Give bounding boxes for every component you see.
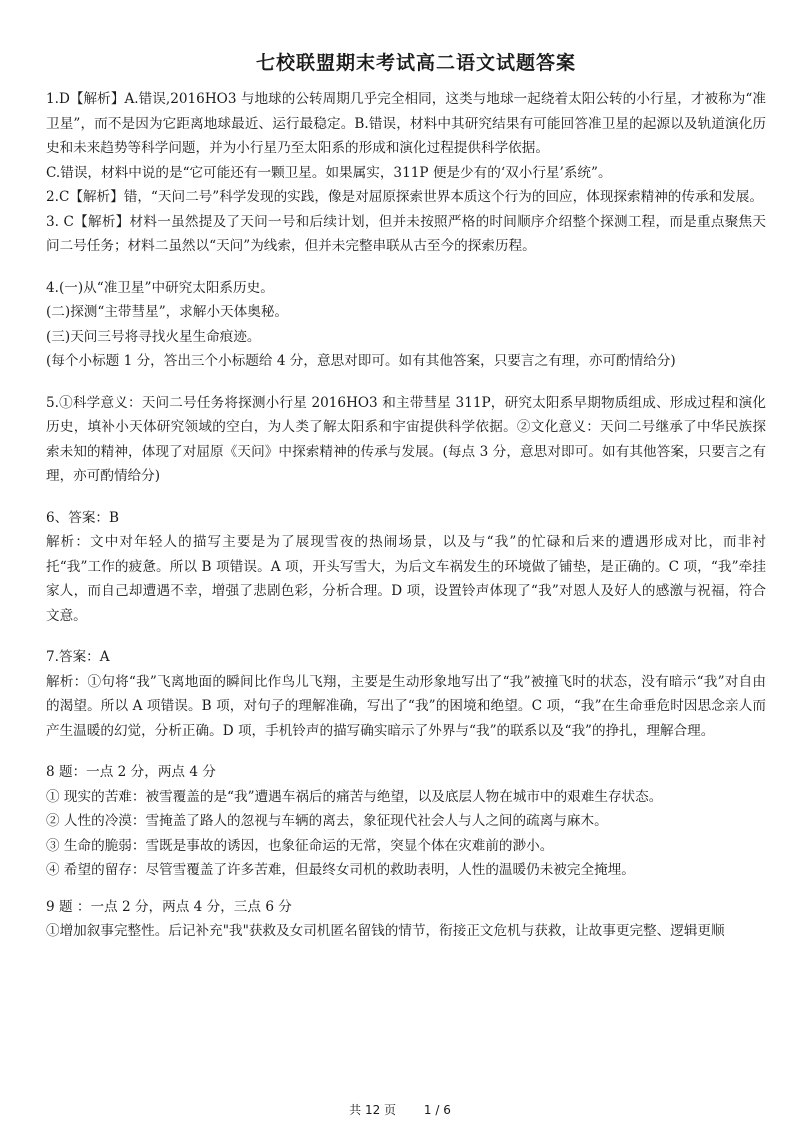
answer-q4-line: 4.(一)从“准卫星”中研究太阳系历史。	[46, 279, 274, 296]
answer-q2: 2.C【解析】错，“天问二号”科学发现的实践，像是对屈原探索世界本质这个行为的回应，体现探索精神的传承和发展。	[46, 189, 763, 205]
answer-q7-answer: 7.答案：A	[46, 649, 110, 665]
answer-q1-line: 1.D【解析】A.错误,2016HO3 与地球的公转周期几乎完全相同，这类与地球一起绕着太阳公转的小行星，才被称为“准卫星”，而不是因为它距离地球最近、运行最稳定。B.错误，材料中其研究结果有可能回答准卫星的起源以及轨道演化历史和未来趋势等科学问题，并为小行星乃至太阳系的形成和演化过程提供科学依据。	[46, 91, 766, 156]
answer-q9	[46, 895, 766, 944]
answer-q8-point: ① 现实的苦难：被雪覆盖的是“我”遭遇车祸后的痛苦与绝望，以及底层人物在城市中的艰难生存状态。	[46, 788, 663, 805]
answer-q4-line: (二)探测“主带彗星”，求解小天体奥秘。	[46, 304, 289, 320]
page-footer	[0, 1101, 800, 1118]
answer-q4-line: (每个小标题 1 分，答出三个小标题给 4 分，意思对即可。如有其他答案，只要言之有理，亦可酌情给分)	[46, 353, 676, 369]
answer-q7	[46, 645, 766, 743]
answer-q5: 5.①科学意义：天问二号任务将探测小行星 2016HO3 和主带彗星 311P，研究太阳系早期物质组成、形成过程和演化历史，填补小天体研究领域的空白，为人类了解太阳系和宇宙提供科学依据。②文化意义：天问二号继承了中华民族探索未知的精神，体现了对屈原《天问》中探索精神的传承与发展。(每点 3 分，意思对即可。如有其他答案，只要言之有理，亦可酌情给分)	[46, 394, 766, 484]
answer-q3: 3. C【解析】材料一虽然提及了天问一号和后续计划，但并未按照严格的时间顺序介绍整个探测工程，而是重点聚焦天问二号任务；材料二虽然以“天问”为线索，但并未完整串联从古至今的探索历程。	[46, 213, 766, 254]
page-title: 七校联盟期末考试高二语文试题答案	[255, 52, 576, 74]
answer-q8	[46, 760, 766, 883]
answer-q1-line: C.错误，材料中说的是“它可能还有一颗卫星。如果属实，311P 便是少有的‘双小行星’系统”。	[46, 164, 612, 181]
page-number: 1 / 6	[423, 1103, 451, 1117]
answer-q8-point: ② 人性的冷漠：雪掩盖了路人的忽视与车辆的离去，象征现代社会人与人之间的疏离与麻木。	[46, 813, 608, 829]
answer-q6-answer: 6、答案：B	[46, 509, 120, 526]
answer-q1	[46, 87, 766, 185]
answer-q8-head: 8 题：一点 2 分，两点 4 分	[46, 764, 216, 780]
answer-q4-line: (三)天问三号将寻找火星生命痕迹。	[46, 328, 261, 345]
answer-q9-head: 9 题 ：一点 2 分，两点 4 分，三点 6 分	[46, 898, 292, 915]
answer-q7-analysis: 解析：①句将“我”飞离地面的瞬间比作鸟儿飞翔，主要是生动形象地写出了“我”被撞飞时的状态，没有暗示“我”对自由的渴望。所以 A 项错误。B 项，对句子的理解准确，写出了“我”的困境和绝望。C 项，“我”在生命垂危时因思念亲人而产生温暖的幻觉，分析正确。D 项，手机铃声的描写确实暗示了外界与“我”的联系以及“我”的挣扎，理解合理。	[46, 673, 766, 739]
total-pages: 共 12 页	[349, 1103, 397, 1117]
answer-q6	[46, 506, 766, 629]
answer-sheet-page	[46, 48, 766, 944]
answer-q9-line: ①增加叙事完整性。后记补充"我"获救及女司机匿名留钱的情节，衔接正文危机与获救，让故事更完整、逻辑更顺	[46, 923, 725, 939]
answer-q6-analysis: 解析：文中对年轻人的描写主要是为了展现雪夜的热闹场景，以及与“我”的忙碌和后来的遭遇形成对比，而非衬托“我”工作的疲惫。所以 B 项错误。A 项，开头写雪大，为后文车祸发生的环境做了铺垫，是正确的。C 项，“我”牵挂家人，而自己却遭遇不幸，增强了悲剧色彩，分析合理。D 项，设置铃声体现了“我”对恩人及好人的感激与祝福，符合文意。	[46, 534, 766, 624]
answer-q4	[46, 276, 766, 374]
answer-q8-point: ④ 希望的留存：尽管雪覆盖了许多苦难，但最终女司机的救助表明，人性的温暖仍未被完全掩埋。	[46, 862, 635, 878]
answer-q8-point: ③ 生命的脆弱：雪既是事故的诱因，也象征命运的无常，突显个体在灾难前的渺小。	[46, 837, 554, 854]
